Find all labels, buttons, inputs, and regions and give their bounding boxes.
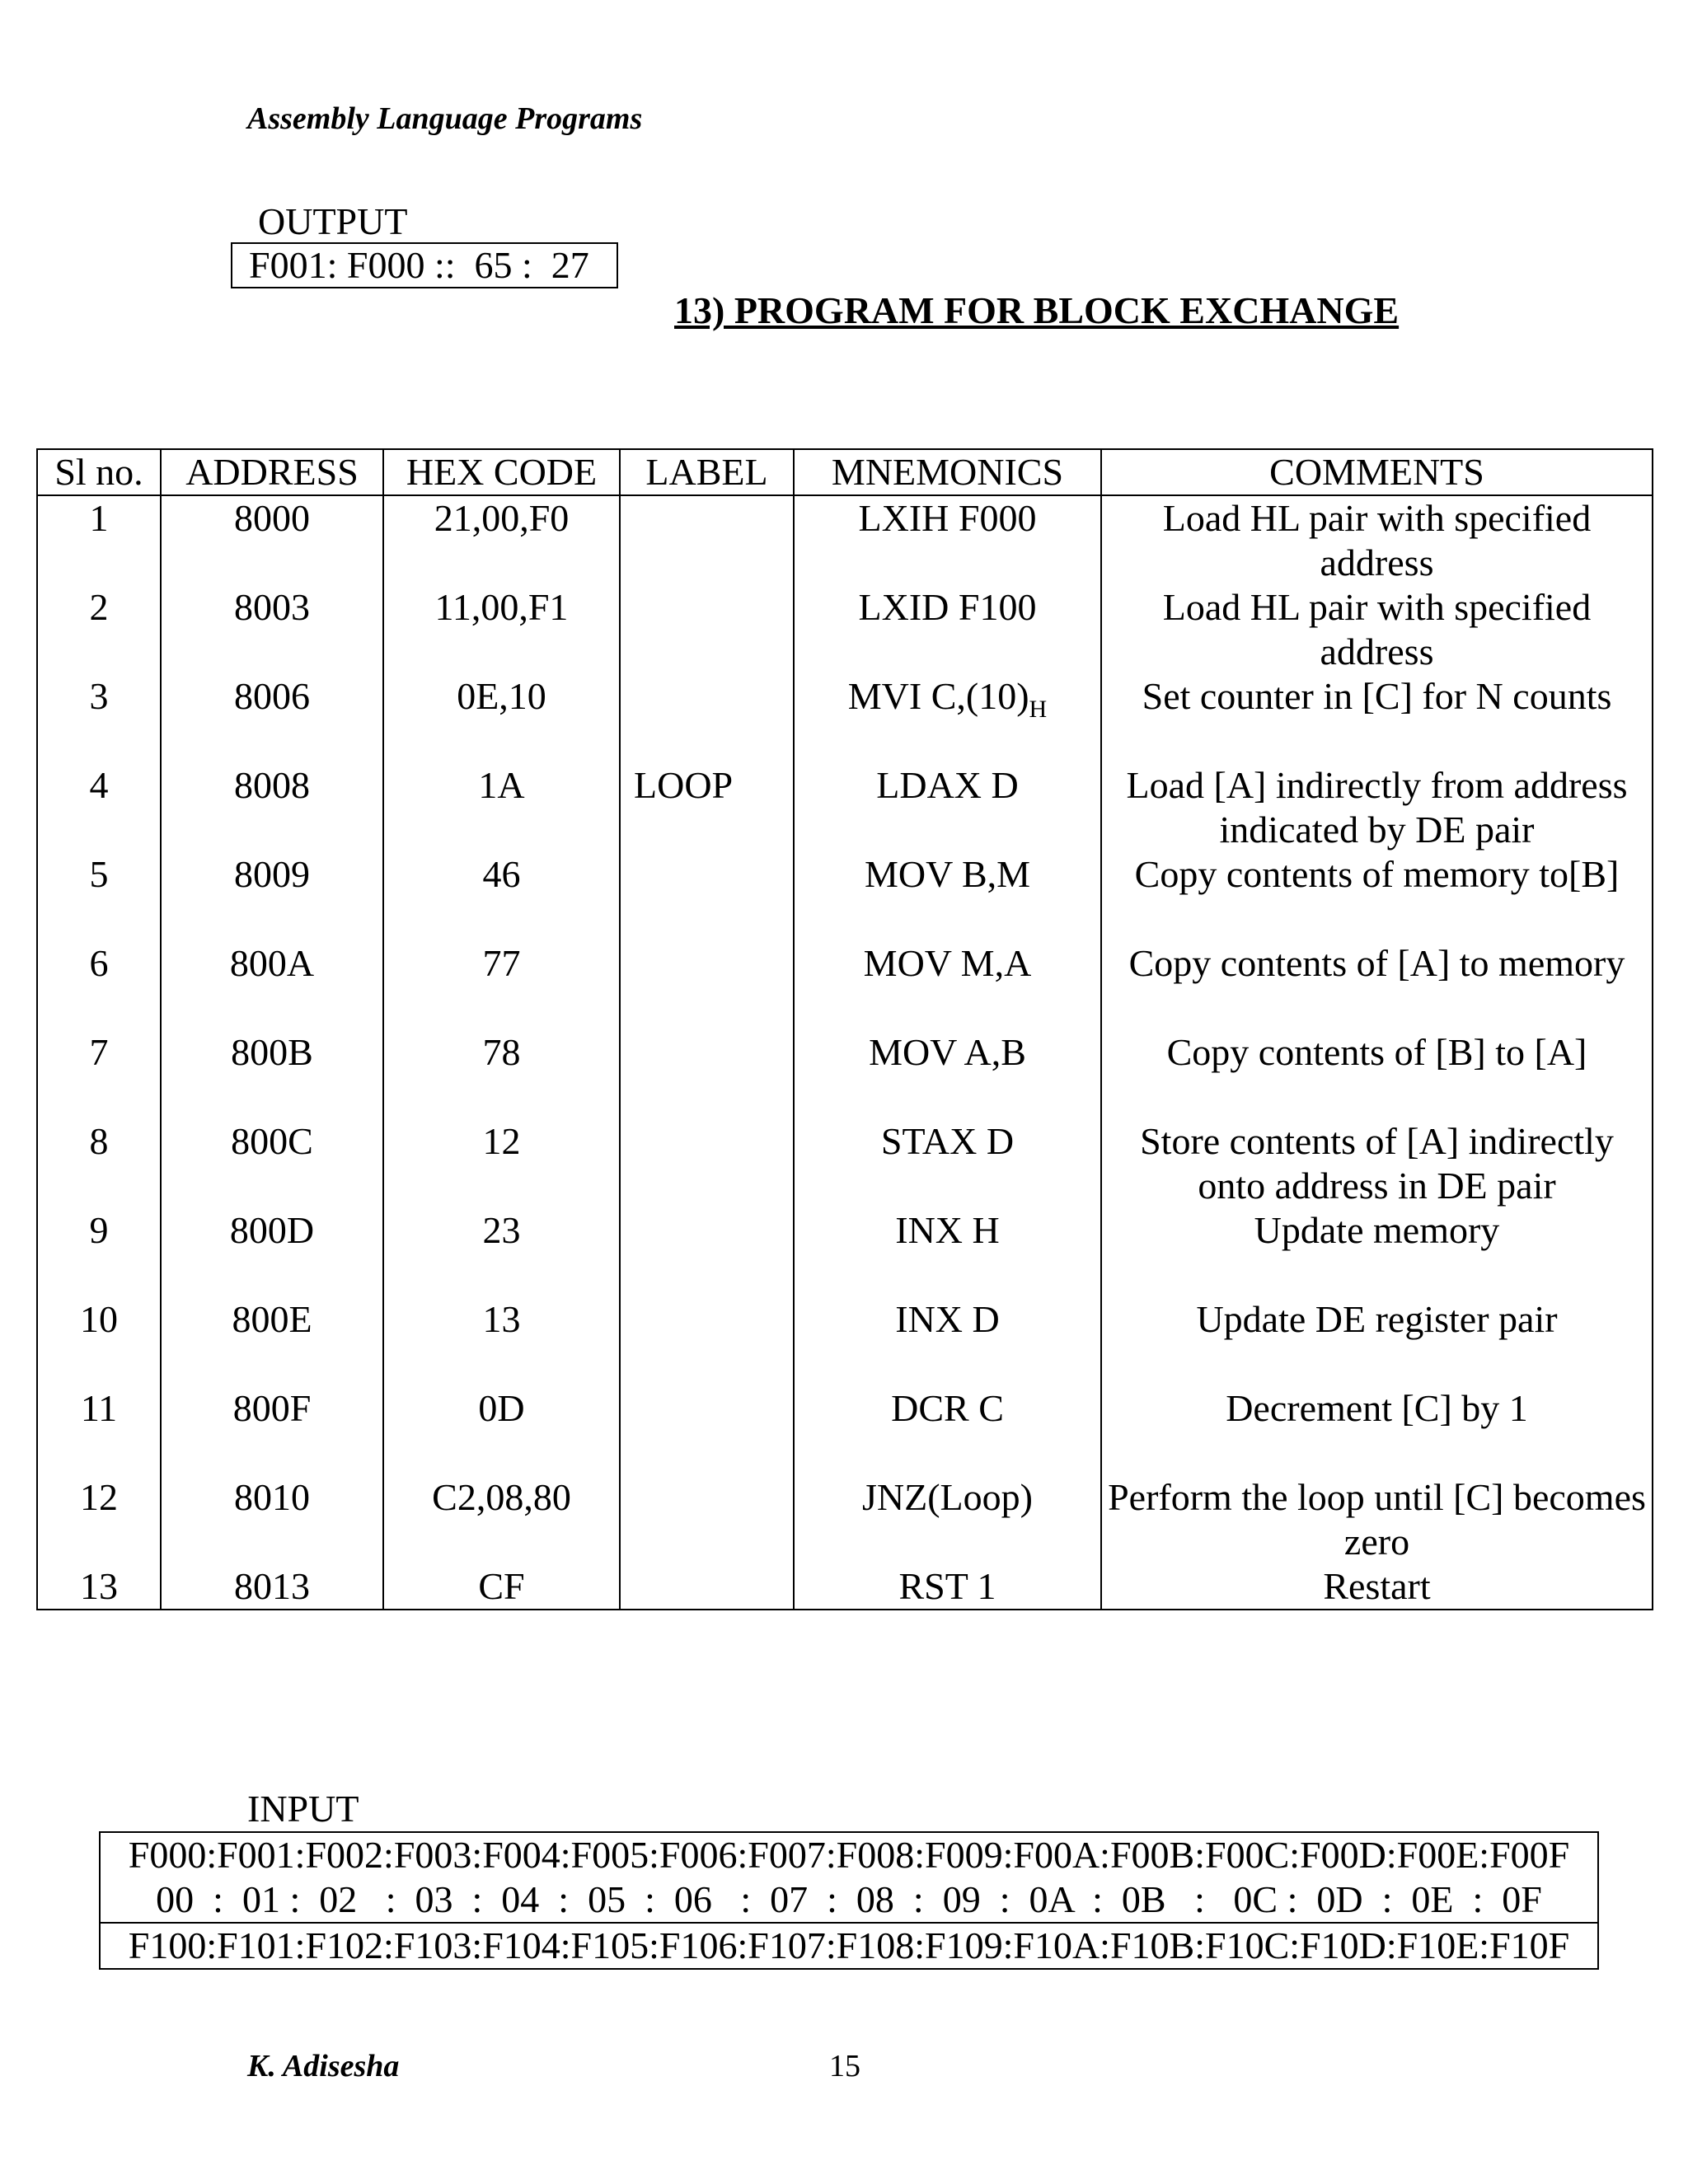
comment-cell: Update DE register pair xyxy=(1101,1297,1653,1386)
input-label: INPUT xyxy=(247,1788,359,1830)
column-header-address: ADDRESS xyxy=(161,449,383,495)
label-cell xyxy=(620,1386,794,1475)
comment-cell: Set counter in [C] for N counts xyxy=(1101,674,1653,763)
hex-code-cell: 13 xyxy=(383,1297,620,1386)
address-cell: 8009 xyxy=(161,852,383,941)
address-cell: 800C xyxy=(161,1119,383,1208)
column-header-hex-code: HEX CODE xyxy=(383,449,620,495)
mnemonic-cell: LXID F100 xyxy=(794,585,1101,674)
sl-no-cell: 5 xyxy=(37,852,161,941)
sl-no-cell: 9 xyxy=(37,1208,161,1297)
sl-no-cell: 10 xyxy=(37,1297,161,1386)
comment-cell: Load HL pair with specified address xyxy=(1101,495,1653,585)
mnemonic-cell: INX D xyxy=(794,1297,1101,1386)
label-cell xyxy=(620,1119,794,1208)
label-cell xyxy=(620,1564,794,1610)
footer-author: K. Adisesha xyxy=(247,2049,400,2083)
table-row xyxy=(37,1208,1653,1297)
table-row xyxy=(37,1564,1653,1610)
address-cell: 8006 xyxy=(161,674,383,763)
hex-code-cell: 1A xyxy=(383,763,620,852)
program-title: 13) PROGRAM FOR BLOCK EXCHANGE xyxy=(674,289,1400,331)
comment-cell: Copy contents of [B] to [A] xyxy=(1101,1030,1653,1119)
hex-code-cell: 0E,10 xyxy=(383,674,620,763)
hex-code-cell: 21,00,F0 xyxy=(383,495,620,585)
hex-code-cell: 46 xyxy=(383,852,620,941)
sl-no-cell: 13 xyxy=(37,1564,161,1610)
label-cell xyxy=(620,1208,794,1297)
mnemonic-cell: JNZ(Loop) xyxy=(794,1475,1101,1564)
hex-code-cell: 77 xyxy=(383,941,620,1030)
column-header-comments: COMMENTS xyxy=(1101,449,1653,495)
output-box: F001: F000 :: 65 : 27 xyxy=(231,242,618,288)
mnemonic-cell: MOV A,B xyxy=(794,1030,1101,1119)
comment-cell: Load [A] indirectly from address indicated by DE pair xyxy=(1101,763,1653,852)
mnemonic-cell: LXIH F000 xyxy=(794,495,1101,585)
label-cell xyxy=(620,852,794,941)
mnemonic-cell: INX H xyxy=(794,1208,1101,1297)
table-row xyxy=(37,674,1653,763)
input-box xyxy=(99,1831,1599,1970)
page-number: 15 xyxy=(829,2049,860,2083)
address-cell: 800D xyxy=(161,1208,383,1297)
label-cell: LOOP xyxy=(620,763,794,852)
label-cell xyxy=(620,941,794,1030)
column-header-label: LABEL xyxy=(620,449,794,495)
table-row xyxy=(37,763,1653,852)
output-label: OUTPUT xyxy=(258,200,408,242)
comment-cell: Load HL pair with specified address xyxy=(1101,585,1653,674)
label-cell xyxy=(620,1030,794,1119)
sl-no-cell: 11 xyxy=(37,1386,161,1475)
mnemonic-cell: DCR C xyxy=(794,1386,1101,1475)
comment-cell: Store contents of [A] indirectly onto address in DE pair xyxy=(1101,1119,1653,1208)
table-row xyxy=(37,585,1653,674)
sl-no-cell: 3 xyxy=(37,674,161,763)
label-cell xyxy=(620,674,794,763)
table-row xyxy=(37,495,1653,585)
hex-code-cell: 78 xyxy=(383,1030,620,1119)
sl-no-cell: 2 xyxy=(37,585,161,674)
mnemonic-cell xyxy=(794,674,1101,763)
sl-no-cell: 4 xyxy=(37,763,161,852)
program-table xyxy=(36,448,1653,1610)
address-cell: 800E xyxy=(161,1297,383,1386)
address-cell: 800A xyxy=(161,941,383,1030)
sl-no-cell: 7 xyxy=(37,1030,161,1119)
table-row xyxy=(37,1475,1653,1564)
mnemonic-cell: STAX D xyxy=(794,1119,1101,1208)
comment-cell: Decrement [C] by 1 xyxy=(1101,1386,1653,1475)
comment-cell: Perform the loop until [C] becomes zero xyxy=(1101,1475,1653,1564)
hex-code-cell: C2,08,80 xyxy=(383,1475,620,1564)
input-addresses-f100: F100:F101:F102:F103:F104:F105:F106:F107:F108:F109:F10A:F10B:F10C:F10D:F10E:F10F xyxy=(101,1922,1597,1968)
running-header: Assembly Language Programs xyxy=(247,101,643,136)
column-header-mnemonics: MNEMONICS xyxy=(794,449,1101,495)
hex-code-cell: 0D xyxy=(383,1386,620,1475)
address-cell: 8003 xyxy=(161,585,383,674)
address-cell: 8008 xyxy=(161,763,383,852)
address-cell: 8000 xyxy=(161,495,383,585)
mnemonic-cell: RST 1 xyxy=(794,1564,1101,1610)
column-header-sl-no: Sl no. xyxy=(37,449,161,495)
mnemonic-cell: MOV B,M xyxy=(794,852,1101,941)
label-cell xyxy=(620,585,794,674)
sl-no-cell: 12 xyxy=(37,1475,161,1564)
hex-code-cell: 12 xyxy=(383,1119,620,1208)
mnemonic-text: MVI C,(10) xyxy=(847,675,1029,717)
hex-code-cell: 23 xyxy=(383,1208,620,1297)
comment-cell: Copy contents of memory to[B] xyxy=(1101,852,1653,941)
comment-cell: Restart xyxy=(1101,1564,1653,1610)
address-cell: 800B xyxy=(161,1030,383,1119)
table-header-row xyxy=(37,449,1653,495)
table-row xyxy=(37,852,1653,941)
address-cell: 8010 xyxy=(161,1475,383,1564)
address-cell: 800F xyxy=(161,1386,383,1475)
hex-subscript: H xyxy=(1029,696,1048,724)
sl-no-cell: 6 xyxy=(37,941,161,1030)
table-row xyxy=(37,1119,1653,1208)
label-cell xyxy=(620,1297,794,1386)
hex-code-cell: 11,00,F1 xyxy=(383,585,620,674)
table-row xyxy=(37,1030,1653,1119)
sl-no-cell: 1 xyxy=(37,495,161,585)
input-addresses-f000: F000:F001:F002:F003:F004:F005:F006:F007:F008:F009:F00A:F00B:F00C:F00D:F00E:F00F xyxy=(128,1834,1570,1876)
comment-cell: Copy contents of [A] to memory xyxy=(1101,941,1653,1030)
label-cell xyxy=(620,1475,794,1564)
input-values: 00 : 01 : 02 : 03 : 04 : 05 : 06 : 07 : 08 : 09 : 0A : 0B : 0C : 0D : 0E : 0F xyxy=(156,1878,1542,1920)
address-cell: 8013 xyxy=(161,1564,383,1610)
table-row xyxy=(37,1297,1653,1386)
mnemonic-cell: LDAX D xyxy=(794,763,1101,852)
mnemonic-cell: MOV M,A xyxy=(794,941,1101,1030)
comment-cell: Update memory xyxy=(1101,1208,1653,1297)
table-row xyxy=(37,1386,1653,1475)
table-row xyxy=(37,941,1653,1030)
hex-code-cell: CF xyxy=(383,1564,620,1610)
label-cell xyxy=(620,495,794,585)
sl-no-cell: 8 xyxy=(37,1119,161,1208)
